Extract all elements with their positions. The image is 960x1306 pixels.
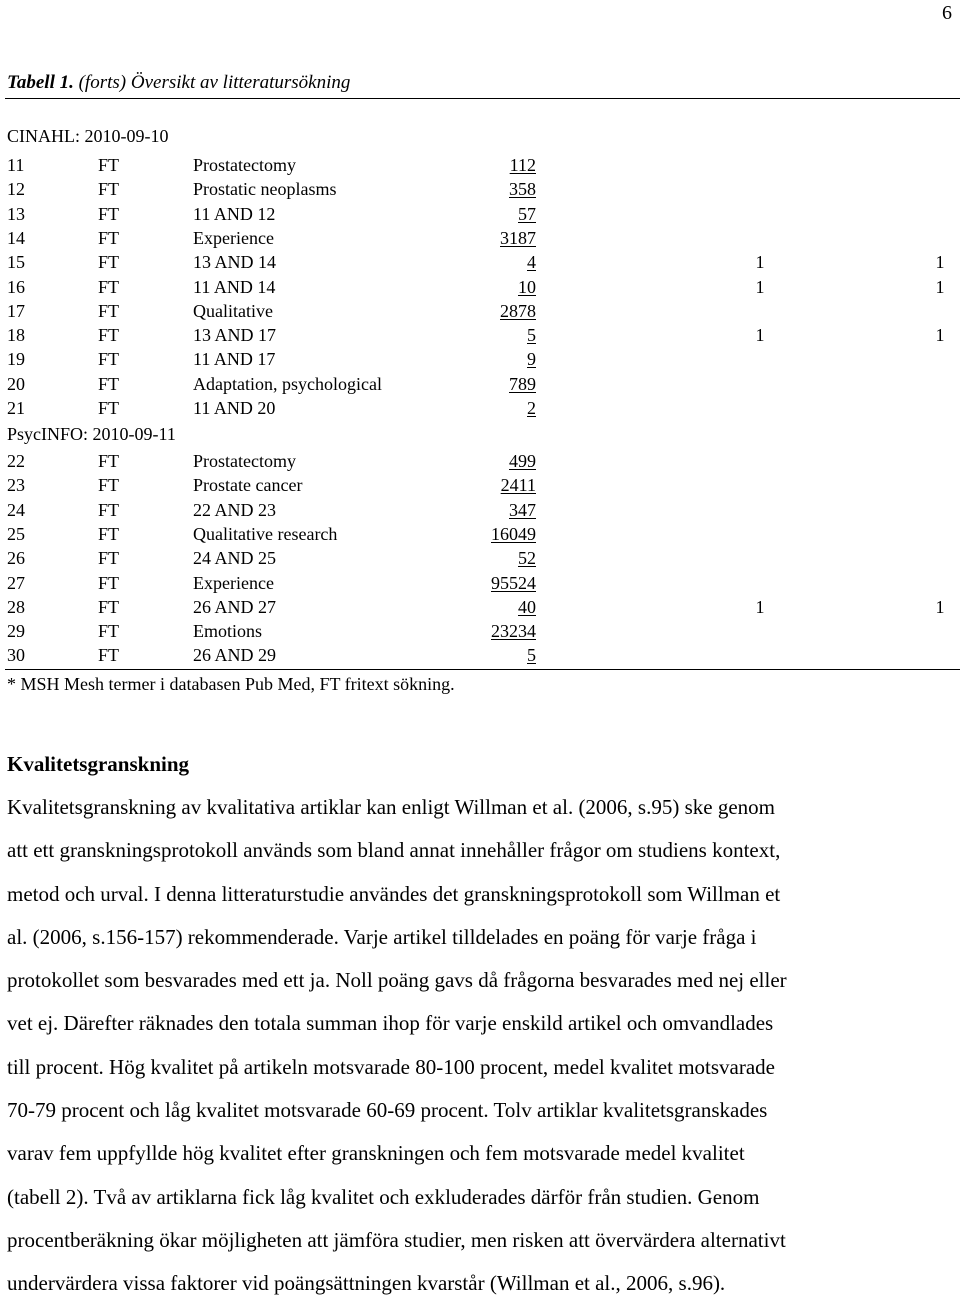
search-number: 27	[7, 572, 25, 593]
caption-text: (forts) Översikt av litteratursökning	[73, 72, 351, 93]
selected-count: 1	[755, 596, 765, 617]
search-number: 24	[7, 499, 25, 520]
paragraph-line: 70-79 procent och låg kvalitet motsvarade 60-69 procent. Tolv artiklar kvalitetsgranskades	[7, 1098, 768, 1123]
table-bottom-rule	[5, 669, 960, 670]
search-number: 19	[7, 349, 25, 370]
search-number: 12	[7, 179, 25, 200]
search-number: 13	[7, 203, 25, 224]
caption-label: Tabell 1.	[7, 72, 74, 93]
database-label: PsycINFO: 2010-09-11	[7, 424, 176, 444]
selected-count: 1	[755, 252, 765, 273]
search-type: FT	[98, 276, 120, 297]
paragraph-line: att ett granskningsprotokoll används som bland annat innehåller frågor om studiens kontext,	[7, 838, 781, 863]
search-type: FT	[98, 621, 120, 642]
database-label: CINAHL: 2010-09-10	[7, 126, 169, 146]
search-number: 25	[7, 523, 25, 544]
search-type: FT	[98, 475, 120, 496]
search-term: 11 AND 17	[193, 349, 276, 370]
hit-count: 16049	[491, 523, 536, 544]
search-number: 17	[7, 300, 25, 321]
hit-count: 4	[527, 252, 536, 273]
search-type: FT	[98, 572, 120, 593]
hit-count: 2878	[500, 300, 536, 321]
search-type: FT	[98, 548, 120, 569]
search-type: FT	[98, 523, 120, 544]
hit-count: 499	[509, 451, 536, 471]
selected-count: 1	[755, 276, 765, 297]
table-footnote: * MSH Mesh termer i databasen Pub Med, FT fritext sökning.	[7, 674, 455, 694]
search-type: FT	[98, 227, 120, 248]
search-type: FT	[98, 179, 120, 200]
hit-count: 112	[509, 155, 536, 175]
search-term: 13 AND 14	[193, 252, 277, 273]
paragraph-line: vet ej. Därefter räknades den totala summan ihop för varje enskild artikel och omvandlades	[7, 1011, 774, 1036]
hit-count: 347	[509, 499, 536, 520]
search-number: 15	[7, 252, 25, 273]
search-term: 22 AND 23	[193, 499, 277, 520]
hit-count: 2411	[500, 475, 536, 496]
page-number: 6	[942, 2, 952, 24]
search-number: 22	[7, 451, 25, 471]
included-count: 1	[935, 252, 945, 273]
included-count: 1	[935, 596, 945, 617]
hit-count: 2	[527, 398, 536, 418]
search-type: FT	[98, 373, 120, 394]
paragraph-line: metod och urval. I denna litteraturstudie användes det granskningsprotokoll som Willman et	[7, 881, 781, 906]
search-term: 13 AND 17	[193, 325, 277, 346]
search-term: Prostatectomy	[193, 155, 296, 175]
hit-count: 5	[527, 645, 536, 666]
included-count: 1	[935, 276, 945, 297]
search-type: FT	[98, 325, 120, 346]
search-number: 14	[7, 227, 25, 248]
hit-count: 40	[518, 596, 536, 617]
search-term: Experience	[193, 572, 274, 593]
paragraph-line: protokollet som besvarades med ett ja. Noll poäng gavs då frågorna besvarades med nej eller	[7, 968, 787, 993]
search-term: Qualitative research	[193, 523, 338, 544]
search-number: 21	[7, 398, 25, 418]
included-count: 1	[935, 325, 945, 346]
hit-count: 358	[509, 179, 536, 200]
paragraph-line: procentberäkning ökar möjligheten att jämföra studier, men risken att övervärdera alternativt	[7, 1227, 786, 1252]
body-paragraph	[7, 786, 957, 1306]
search-type: FT	[98, 398, 120, 418]
table-top-rule	[5, 98, 960, 99]
search-number: 16	[7, 276, 25, 297]
search-number: 11	[7, 155, 25, 175]
search-term: 26 AND 27	[193, 596, 277, 617]
search-type: FT	[98, 252, 120, 273]
search-number: 18	[7, 325, 25, 346]
paragraph-line: varav fem uppfyllde hög kvalitet efter granskningen och fem motsvarade medel kvalitet	[7, 1141, 745, 1166]
paragraph-line: (tabell 2). Två av artiklarna fick låg kvalitet och exkluderades därför från studien. Genom	[7, 1184, 760, 1209]
search-type: FT	[98, 499, 120, 520]
hit-count: 10	[518, 276, 536, 297]
search-term: 11 AND 14	[193, 276, 276, 297]
search-term: Qualitative	[193, 300, 273, 321]
table-caption	[7, 72, 350, 94]
search-type: FT	[98, 349, 120, 370]
search-type: FT	[98, 645, 120, 666]
search-term: Prostatectomy	[193, 451, 296, 471]
search-term: Experience	[193, 227, 274, 248]
search-type: FT	[98, 155, 120, 175]
search-term: 26 AND 29	[193, 645, 277, 666]
hit-count: 789	[509, 373, 536, 394]
search-number: 29	[7, 621, 25, 642]
hit-count: 5	[527, 325, 536, 346]
search-term: 24 AND 25	[193, 548, 277, 569]
hit-count: 57	[518, 203, 536, 224]
search-number: 26	[7, 548, 25, 569]
search-term: 11 AND 12	[193, 203, 276, 224]
selected-count: 1	[755, 325, 765, 346]
search-term: 11 AND 20	[193, 398, 276, 418]
paragraph-line: till procent. Hög kvalitet på artikeln motsvarade 80-100 procent, medel kvalitet motsvarade	[7, 1054, 776, 1079]
search-term: Prostatic neoplasms	[193, 179, 337, 200]
hit-count: 3187	[500, 227, 536, 248]
search-number: 30	[7, 645, 25, 666]
search-type: FT	[98, 451, 120, 471]
section-heading: Kvalitetsgranskning	[7, 752, 190, 776]
search-number: 28	[7, 596, 25, 617]
search-term: Prostate cancer	[193, 475, 303, 496]
search-type: FT	[98, 596, 120, 617]
search-type: FT	[98, 300, 120, 321]
paragraph-line: undervärdera vissa faktorer vid poängsättningen kvarstår (Willman et al., 2006, s.96).	[7, 1271, 726, 1296]
search-term: Emotions	[193, 621, 263, 642]
paragraph-line: al. (2006, s.156-157) rekommenderade. Varje artikel tilldelades en poäng för varje fråga i	[7, 924, 757, 949]
hit-count: 9	[527, 349, 536, 370]
hit-count: 52	[518, 548, 536, 569]
search-type: FT	[98, 203, 120, 224]
search-number: 23	[7, 475, 25, 496]
search-number: 20	[7, 373, 25, 394]
paragraph-line: Kvalitetsgranskning av kvalitativa artiklar kan enligt Willman et al. (2006, s.95) ske genom	[7, 795, 775, 819]
search-term: Adaptation, psychological	[193, 373, 382, 394]
hit-count: 23234	[491, 621, 536, 642]
hit-count: 95524	[491, 572, 536, 593]
